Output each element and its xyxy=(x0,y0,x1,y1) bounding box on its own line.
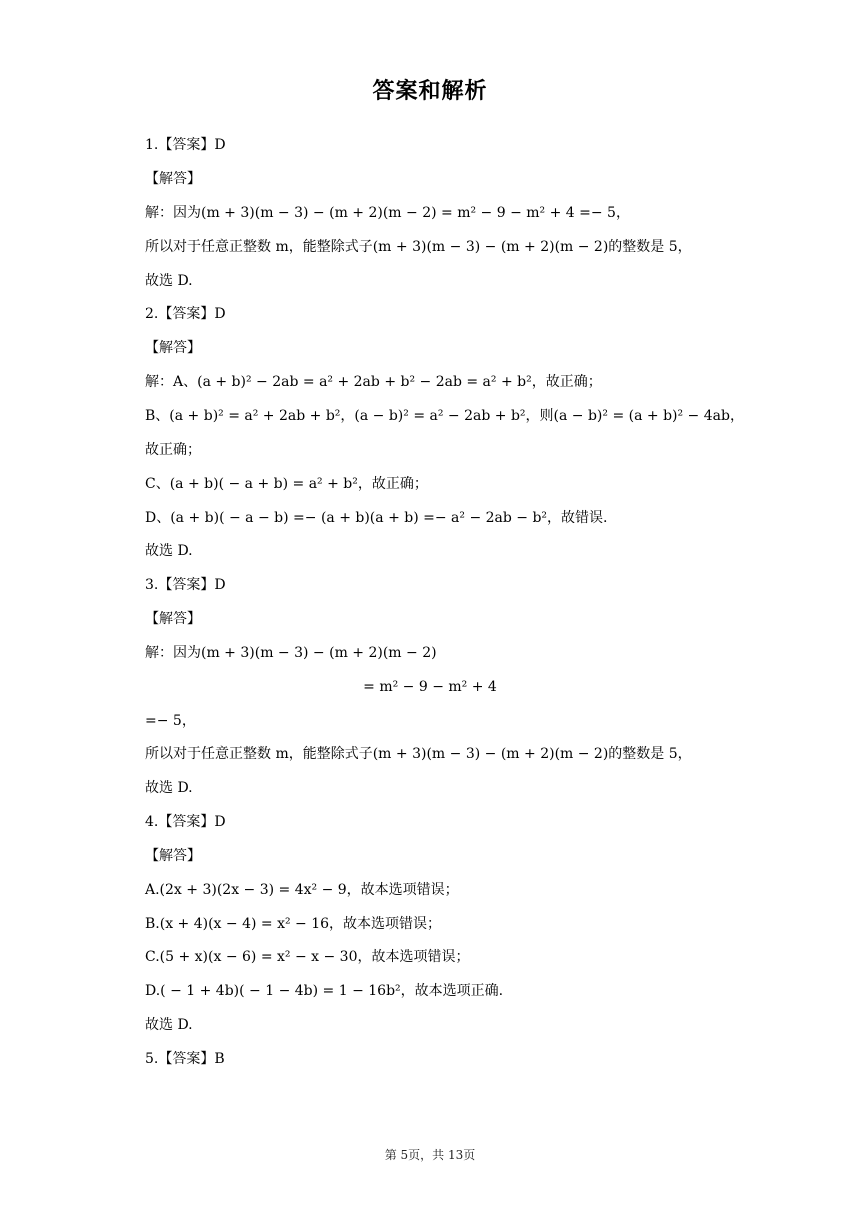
answer-4-solution-label: 【解答】 xyxy=(145,848,201,864)
answer-2-line-2: B、(a + b)² = a² + 2ab + b²，(a − b)² = a² − 2ab + b²，则(a − b)² = (a + b)² − 4ab， xyxy=(145,408,744,424)
answer-1-line-2: 所以对于任意正整数 m，能整除式子(m + 3)(m − 3) − (m + 2)(m − 2)的整数是 5， xyxy=(145,239,692,255)
answer-1-conclusion: 故选 D. xyxy=(145,273,193,289)
answer-3-line-4: 所以对于任意正整数 m，能整除式子(m + 3)(m − 3) − (m + 2)(m − 2)的整数是 5， xyxy=(145,746,692,762)
answer-4-conclusion: 故选 D. xyxy=(145,1017,193,1033)
answer-4-option-c: C.(5 + x)(x − 6) = x² − x − 30，故本选项错误； xyxy=(145,949,470,965)
answer-4-option-a: A.(2x + 3)(2x − 3) = 4x² − 9，故本选项错误； xyxy=(145,882,459,898)
answer-2-heading: 2.【答案】D xyxy=(145,306,226,322)
answer-4-option-b: B.(x + 4)(x − 4) = x² − 16，故本选项错误； xyxy=(145,916,442,932)
answer-3-solution-label: 【解答】 xyxy=(145,611,201,627)
answer-2-line-5: D、(a + b)( − a − b) =− (a + b)(a + b) =− a² − 2ab − b²，故错误. xyxy=(145,510,608,526)
answer-2-line-3: 故正确； xyxy=(145,442,201,458)
answer-3-line-1: 解：因为(m + 3)(m − 3) − (m + 2)(m − 2) xyxy=(145,645,437,661)
answer-3-line-3: =− 5， xyxy=(145,713,196,729)
page-footer: 第 5页，共 13页 xyxy=(384,1148,476,1162)
answer-5-heading: 5.【答案】B xyxy=(145,1051,225,1067)
answer-1-solution-label: 【解答】 xyxy=(145,171,201,187)
answer-3-conclusion: 故选 D. xyxy=(145,780,193,796)
answer-2-conclusion: 故选 D. xyxy=(145,543,193,559)
answer-1-heading: 1.【答案】D xyxy=(145,137,226,153)
answer-3-heading: 3.【答案】D xyxy=(145,577,226,593)
answer-2-line-1: 解：A、(a + b)² − 2ab = a² + 2ab + b² − 2ab = a² + b²，故正确； xyxy=(145,374,602,390)
answer-4-option-d: D.( − 1 + 4b)( − 1 − 4b) = 1 − 16b²，故本选项正确. xyxy=(145,983,504,999)
answer-3-line-2: = m² − 9 − m² + 4 xyxy=(363,679,497,695)
page-title: 答案和解析 xyxy=(372,79,488,104)
answer-2-solution-label: 【解答】 xyxy=(145,340,201,356)
answer-2-line-4: C、(a + b)( − a + b) = a² + b²，故正确； xyxy=(145,476,428,492)
answer-4-heading: 4.【答案】D xyxy=(145,814,226,830)
answer-1-line-1: 解：因为(m + 3)(m − 3) − (m + 2)(m − 2) = m² − 9 − m² + 4 =− 5， xyxy=(145,205,630,221)
